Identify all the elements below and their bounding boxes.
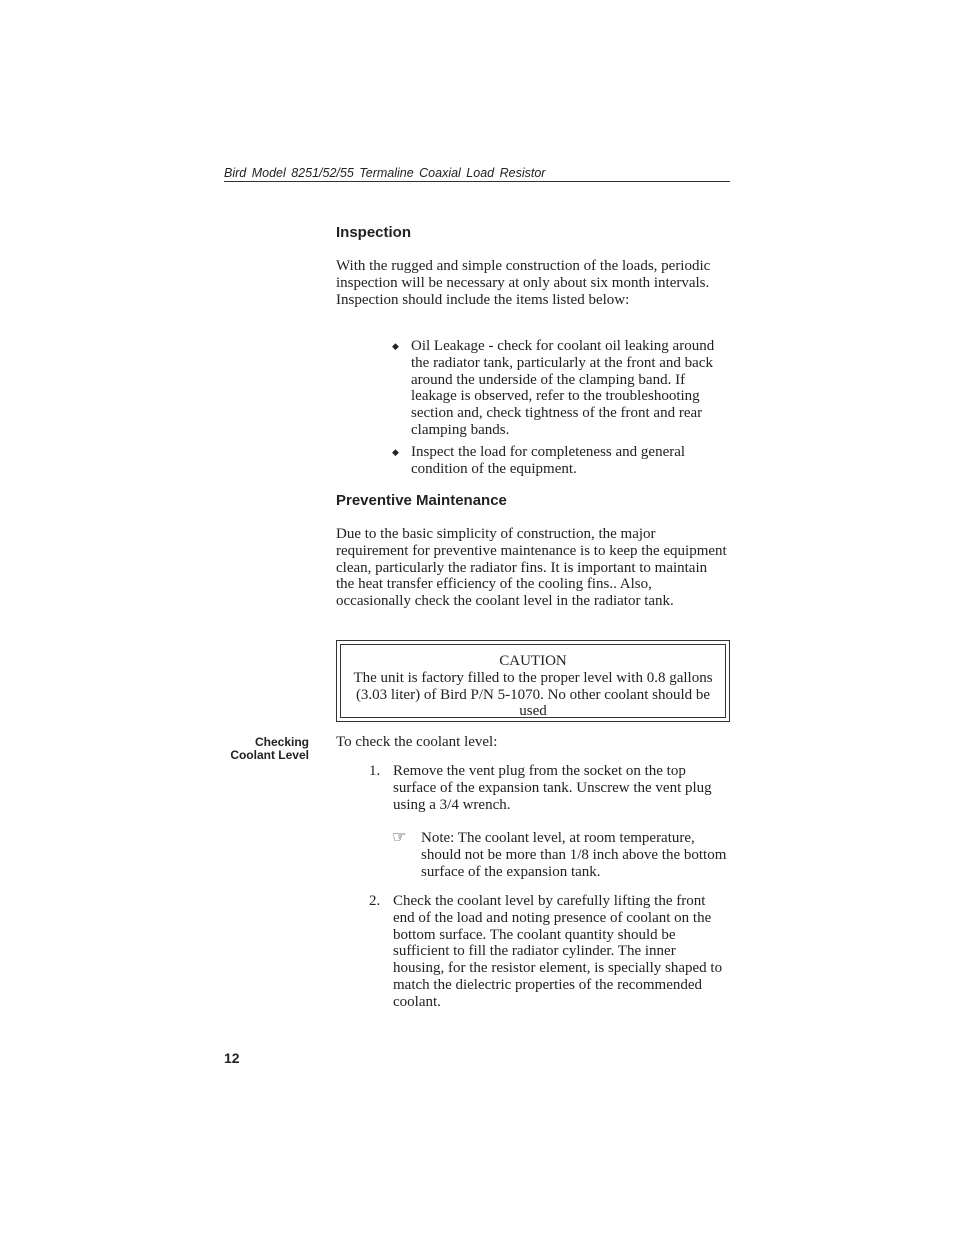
preventive-maintenance-heading: Preventive Maintenance — [336, 492, 507, 509]
list-item-text: Inspect the load for completeness and general condition of the equipment. — [411, 443, 686, 477]
note — [392, 827, 730, 880]
caution-box — [336, 640, 730, 722]
list-item — [392, 444, 728, 478]
inspection-list — [392, 338, 728, 482]
step-text: Remove the vent plug from the socket on the top surface of the expansion tank. Unscrew the vent plug using a 3/4 wrench. — [393, 763, 712, 813]
margin-label-line: Coolant Level — [230, 748, 309, 762]
step-text: Check the coolant level by carefully lifting the front end of the load and noting presence of coolant on the bottom surface. The coolant quantity should be sufficient to fill the radiator cylinder. The inner housing, for the resistor element, is specially shaped to match the dielectric properties of the recommended coolant. — [393, 893, 723, 1010]
preventive-maintenance-body: Due to the basic simplicity of construction, the major requirement for preventive maintenance is to keep the equipment clean, particularly the radiator fins. It is important to maintain the heat transfer efficiency of the cooling fins.. Also, occasionally check the coolant level in the radiator tank. — [336, 526, 727, 610]
caution-inner-frame — [340, 644, 726, 718]
checking-intro: To check the coolant level: — [336, 734, 498, 750]
step-item — [369, 893, 729, 1011]
page-number: 12 — [224, 1050, 240, 1066]
step-number: 2. — [369, 893, 381, 909]
pointing-hand-icon: ☞ — [392, 827, 407, 846]
inspection-heading: Inspection — [336, 224, 412, 241]
diamond-bullet-icon: ◆ — [392, 342, 399, 352]
caution-text: The unit is factory filled to the proper level with 0.8 gallons (3.03 liter) of Bird P/N 5-1070. No other coolant should be used — [353, 669, 713, 720]
step-number: 1. — [369, 763, 381, 779]
note-text: Note: The coolant level, at room temperature, should not be more than 1/8 inch above the bottom surface of the expansion tank. — [421, 830, 727, 880]
inspection-intro: With the rugged and simple construction of the loads, periodic inspection will be necessary at only about six month intervals. Inspection should include the items listed below: — [336, 258, 711, 308]
caution-title: CAUTION — [499, 653, 567, 669]
list-item — [392, 338, 728, 439]
checking-coolant-level-label — [208, 736, 309, 762]
list-item-text: Oil Leakage - check for coolant oil leaking around the radiator tank, particularly at the front and back around the underside of the clamping band. If leakage is observed, refer to the troubleshooting section and, check tightness of the front and rear clamping bands. — [411, 338, 715, 438]
diamond-bullet-icon: ◆ — [392, 447, 399, 458]
running-header: Bird Model 8251/52/55 Termaline Coaxial Load Resistor — [224, 166, 730, 182]
step-item — [369, 763, 729, 813]
margin-label-line: Checking — [254, 735, 309, 749]
